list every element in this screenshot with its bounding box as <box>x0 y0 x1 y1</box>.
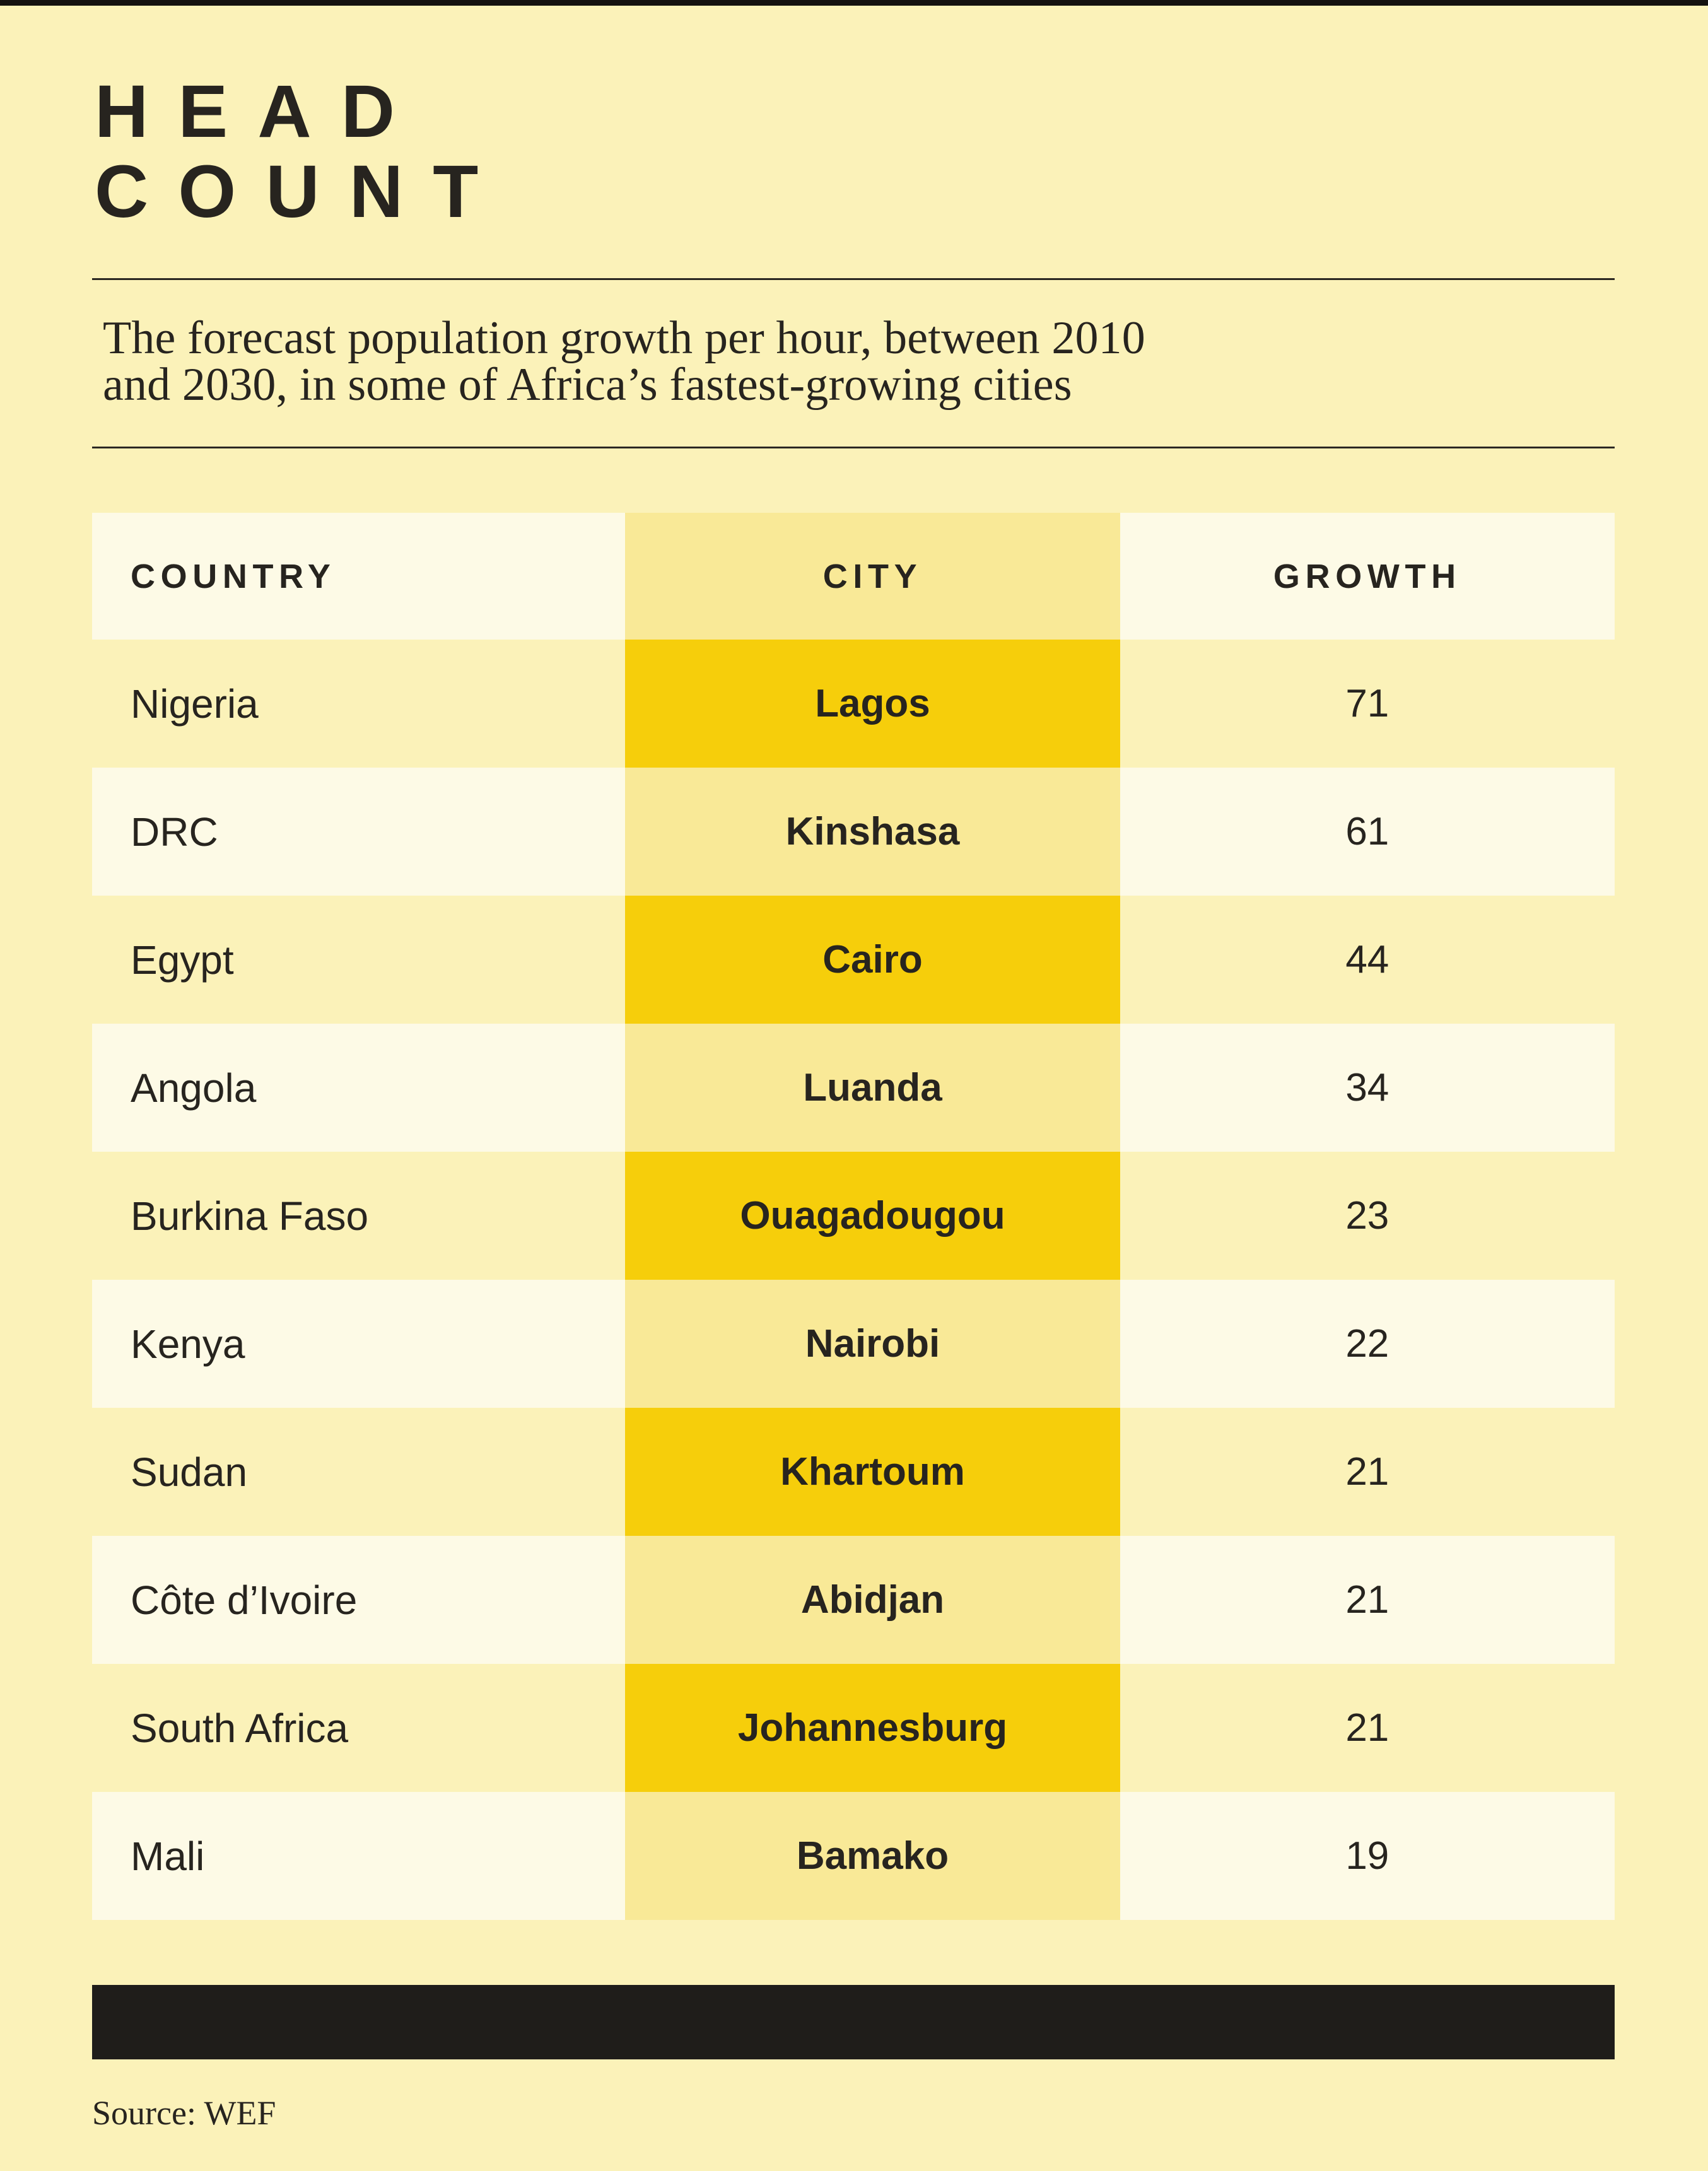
country-cell <box>92 1024 625 1152</box>
table-header-row <box>92 513 1615 640</box>
city-cell <box>625 1024 1120 1152</box>
table-row <box>92 768 1615 896</box>
growth-value: 44 <box>1345 938 1389 981</box>
country-cell <box>92 1152 625 1280</box>
growth-value: 23 <box>1345 1194 1389 1238</box>
city-label: Bamako <box>796 1834 949 1878</box>
city-cell <box>625 896 1120 1024</box>
city-label: Kinshasa <box>785 810 960 853</box>
country-label: Nigeria <box>131 681 259 727</box>
country-label: DRC <box>131 809 218 855</box>
divider-top <box>92 278 1615 280</box>
growth-cell <box>1120 1792 1615 1920</box>
page-title-line1: HEAD <box>95 70 425 153</box>
page-title-line2: COUNT <box>95 150 508 233</box>
column-header-city <box>625 513 1120 640</box>
column-header-growth-label: GROWTH <box>1273 557 1461 595</box>
page-title <box>95 72 508 232</box>
city-label: Cairo <box>822 938 923 981</box>
growth-cell <box>1120 896 1615 1024</box>
country-label: Egypt <box>131 937 234 983</box>
country-cell <box>92 640 625 768</box>
country-cell <box>92 1536 625 1664</box>
growth-value: 71 <box>1345 682 1389 725</box>
table-row <box>92 1408 1615 1536</box>
column-header-growth <box>1120 513 1615 640</box>
country-cell <box>92 896 625 1024</box>
city-label: Luanda <box>803 1066 942 1109</box>
growth-cell <box>1120 1024 1615 1152</box>
city-cell <box>625 1536 1120 1664</box>
country-label: South Africa <box>131 1705 349 1751</box>
subtitle-line1: The forecast population growth per hour, between 2010 <box>103 312 1145 364</box>
city-label: Ouagadougou <box>740 1194 1005 1238</box>
country-cell <box>92 1408 625 1536</box>
growth-value: 21 <box>1345 1578 1389 1622</box>
country-cell <box>92 768 625 896</box>
city-cell <box>625 1152 1120 1280</box>
city-cell <box>625 640 1120 768</box>
table-row <box>92 1536 1615 1664</box>
growth-value: 22 <box>1345 1322 1389 1366</box>
growth-value: 21 <box>1345 1450 1389 1494</box>
table-row <box>92 1280 1615 1408</box>
growth-value: 34 <box>1345 1066 1389 1109</box>
city-cell <box>625 1664 1120 1792</box>
city-cell <box>625 768 1120 896</box>
country-cell <box>92 1664 625 1792</box>
growth-value: 21 <box>1345 1706 1389 1750</box>
growth-cell <box>1120 640 1615 768</box>
top-border-strip <box>0 0 1708 6</box>
growth-value: 61 <box>1345 810 1389 853</box>
country-label: Burkina Faso <box>131 1193 369 1239</box>
city-cell <box>625 1792 1120 1920</box>
growth-cell <box>1120 1280 1615 1408</box>
growth-cell <box>1120 1536 1615 1664</box>
country-label: Sudan <box>131 1449 248 1495</box>
city-cell <box>625 1280 1120 1408</box>
city-cell <box>625 1408 1120 1536</box>
growth-cell <box>1120 768 1615 896</box>
source-note-label: Source: WEF <box>92 2094 276 2132</box>
table-row <box>92 1024 1615 1152</box>
country-label: Kenya <box>131 1321 245 1367</box>
country-label: Angola <box>131 1065 257 1111</box>
growth-value: 19 <box>1345 1834 1389 1878</box>
footer-bar <box>92 1985 1615 2059</box>
table-row <box>92 1792 1615 1920</box>
subtitle <box>103 312 1145 411</box>
city-label: Lagos <box>815 682 930 725</box>
growth-cell <box>1120 1664 1615 1792</box>
divider-bottom <box>92 447 1615 448</box>
table-row <box>92 1152 1615 1280</box>
country-label: Côte d’Ivoire <box>131 1577 358 1623</box>
country-cell <box>92 1280 625 1408</box>
table-row <box>92 896 1615 1024</box>
table-body <box>92 640 1615 1920</box>
country-cell <box>92 1792 625 1920</box>
column-header-city-label: CITY <box>822 557 923 595</box>
source-note <box>92 2094 276 2132</box>
growth-cell <box>1120 1408 1615 1536</box>
column-header-country-label: COUNTRY <box>131 557 336 595</box>
country-label: Mali <box>131 1833 205 1879</box>
city-label: Johannesburg <box>737 1706 1008 1750</box>
city-label: Abidjan <box>800 1578 945 1622</box>
growth-table <box>92 513 1615 1920</box>
subtitle-line2: and 2030, in some of Africa’s fastest-growing cities <box>103 359 1072 411</box>
city-label: Khartoum <box>780 1450 965 1494</box>
table-row <box>92 640 1615 768</box>
city-label: Nairobi <box>805 1322 940 1366</box>
column-header-country <box>92 513 625 640</box>
table-row <box>92 1664 1615 1792</box>
growth-cell <box>1120 1152 1615 1280</box>
